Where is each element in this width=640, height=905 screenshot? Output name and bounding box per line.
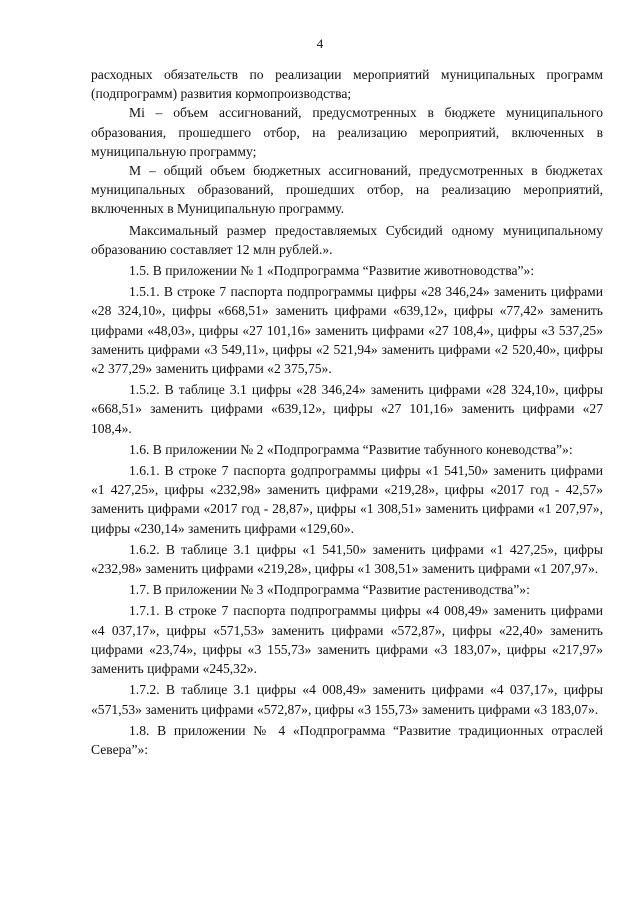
page-number: 4: [316, 36, 324, 51]
section-heading: 1.8. В приложении № 4 «Подпрограмма “Развитие традиционных отраслей Севера”»:: [91, 722, 603, 757]
paragraph: 1.7.1. В строке 7 паспорта подпрограммы цифры «4 008,49» заменить цифрами «4 037,17», цифры «571,53» заменить цифрами «572,87», цифры «22,40» заменить цифрами «23,74», цифры «3 155,73» заменить цифрами «3 183,07», цифры «217,97» заменить цифрами «245,32».: [91, 603, 603, 677]
paragraph: Mi – объем ассигнований, предусмотренных в бюджете муниципального образования, прошедшего отбор, на реализацию мероприятий, включенных в муниципальную программу;: [91, 105, 603, 159]
paragraph: M – общий объем бюджетных ассигнований, предусмотренных в бюджетах муниципальных образований, прошедших отбор, на реализацию мероприятий, включенных в Муниципальную программу.: [91, 163, 603, 217]
paragraph: Максимальный размер предоставляемых Субсидий одному муниципальному образованию составляет 12 млн рублей.».: [91, 222, 603, 257]
paragraph: 1.5.1. В строке 7 паспорта подпрограммы цифры «28 346,24» заменить цифрами «28 324,10», цифры «668,51» заменить цифрами «639,12», цифры «77,42» заменить цифрами «48,03», цифры «27 101,16» заменить цифрами «27 108,4», цифры «3 537,25» заменить цифрами «3 549,11», цифры «2 521,94» заменить цифрами «2 520,40», цифры «2 377,29» заменить цифрами «2 375,75».: [91, 284, 603, 377]
section-heading: 1.7. В приложении № 3 «Подпрограмма “Развитие растениводства”»:: [129, 582, 530, 598]
paragraph: расходных обязательств по реализации мероприятий муниципальных программ (подпрограмм) развития кормопроизводства;: [91, 67, 603, 102]
paragraph: 1.5.2. В таблице 3.1 цифры «28 346,24» заменить цифрами «28 324,10», цифры «668,51» заменить цифрами «639,12», цифры «27 101,16» заменить цифрами «27 108,4».: [91, 382, 603, 436]
paragraph: 1.7.2. В таблице 3.1 цифры «4 008,49» заменить цифрами «4 037,17», цифры «571,53» заменить цифрами «572,87», цифры «3 155,73» заменить цифрами «3 183,07».: [91, 682, 603, 717]
paragraph: 1.6.1. В строке 7 паспорта gодпрограммы цифры «1 541,50» заменить цифрами «1 427,25», цифры «232,98» заменить цифрами «219,28», цифры «2017 год - 42,57» заменить цифрами «2017 год - 28,87», цифры «1 308,51» заменить цифрами «1 207,97», цифры «230,14» заменить цифрами «129,60».: [91, 463, 603, 536]
section-heading: 1.5. В приложении № 1 «Подпрограмма “Развитие животноводства”»:: [129, 263, 535, 279]
paragraph: 1.6.2. В таблице 3.1 цифры «1 541,50» заменить цифрами «1 427,25», цифры «232,98» заменить цифрами «219,28», цифры «1 308,51» заменить цифрами «1 207,97».: [91, 541, 603, 577]
document-body: [91, 65, 603, 759]
section-heading: 1.6. В приложении № 2 «Подпрограмма “Развитие табунного коневодства”»:: [129, 441, 573, 457]
